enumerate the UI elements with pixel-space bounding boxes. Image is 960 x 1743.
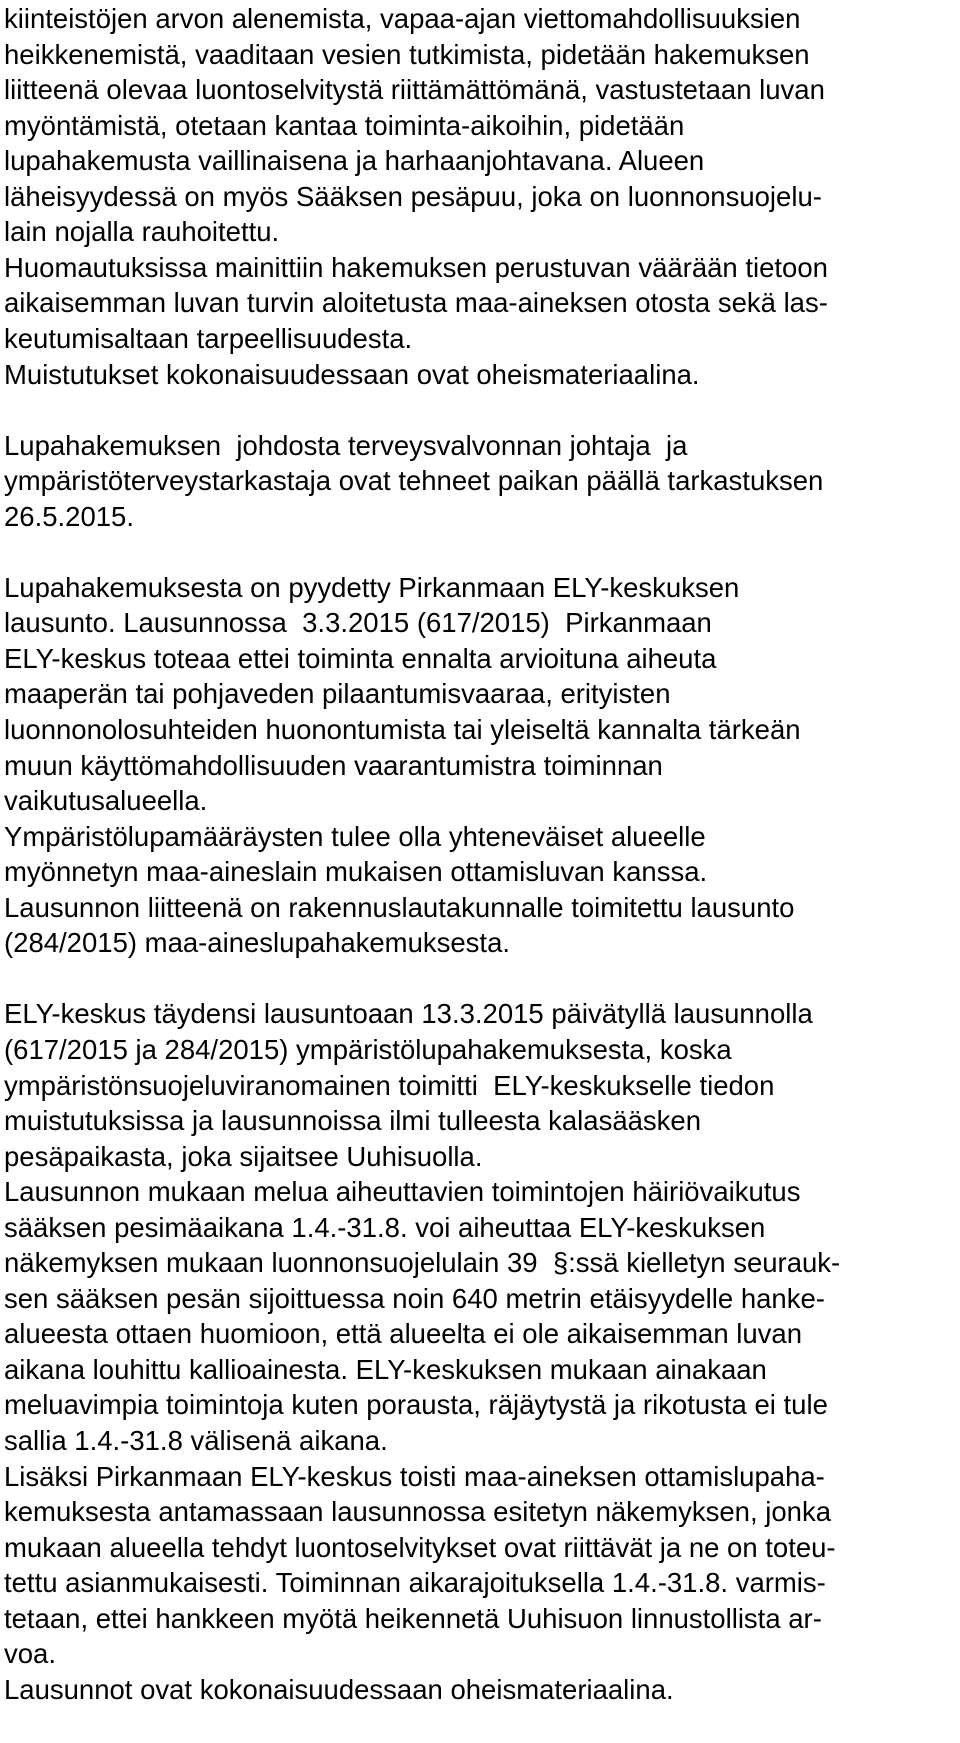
text-line: muun käyttömahdollisuuden vaarantumistra toiminnan	[4, 749, 663, 781]
text-line: sen sääksen pesän sijoittuessa noin 640 metrin etäisyydelle hanke-	[4, 1282, 825, 1314]
text-line: Lisäksi Pirkanmaan ELY-keskus toisti maa-aineksen ottamislupaha-	[4, 1460, 825, 1492]
text-line: 26.5.2015.	[4, 500, 134, 532]
text-line: Ympäristölupamääräysten tulee olla yhteneväiset alueelle	[4, 820, 706, 852]
text-line: keutumisaltaan tarpeellisuudesta.	[4, 322, 413, 354]
text-line: läheisyydessä on myös Sääksen pesäpuu, joka on luonnonsuojelu-	[4, 180, 822, 212]
text-line: voa.	[4, 1638, 56, 1670]
text-line: Lupahakemuksen johdosta terveysvalvonnan johtaja ja	[4, 429, 688, 461]
text-line: vaikutusalueella.	[4, 785, 208, 817]
text-line: Huomautuksissa mainittiin hakemuksen perustuvan väärään tietoon	[4, 251, 828, 283]
text-line: lain nojalla rauhoitettu.	[4, 216, 280, 248]
text-line: alueesta ottaen huomioon, että alueelta ei ole aikaisemman luvan	[4, 1318, 803, 1350]
text-line: ELY-keskus toteaa ettei toiminta ennalta arvioituna aiheuta	[4, 642, 717, 674]
text-line: Lausunnot ovat kokonaisuudessaan oheismateriaalina.	[4, 1673, 674, 1705]
text-line: maaperän tai pohjaveden pilaantumisvaaraa, erityisten	[4, 678, 671, 710]
text-line: Muistutukset kokonaisuudessaan ovat oheismateriaalina.	[4, 358, 700, 390]
text-line: sääksen pesimäaikana 1.4.-31.8. voi aiheuttaa ELY-keskuksen	[4, 1211, 766, 1243]
text-line: sallia 1.4.-31.8 välisenä aikana.	[4, 1425, 388, 1456]
text-line: tettu asianmukaisesti. Toiminnan aikarajoituksella 1.4.-31.8. varmis-	[4, 1567, 826, 1599]
text-line: aikana louhittu kallioainesta. ELY-keskuksen mukaan ainakaan	[4, 1353, 767, 1385]
text-line: mukaan alueella tehdyt luontoselvitykset ovat riittävät ja ne on toteu-	[4, 1531, 836, 1563]
text-line: ELY-keskus täydensi lausuntoaan 13.3.2015 päivätyllä lausunnolla	[4, 998, 813, 1030]
text-line: muistutuksissa ja lausunnoissa ilmi tulleesta kalasääsken	[4, 1105, 702, 1136]
text-line: Lausunnon mukaan melua aiheuttavien toimintojen häiriövaikutus	[4, 1176, 801, 1208]
text-line: ympäristönsuojeluviranomainen toimitti ELY-keskukselle tiedon	[4, 1069, 775, 1101]
text-line: ympäristöterveystarkastaja ovat tehneet paikan päällä tarkastuksen	[4, 465, 824, 497]
text-line: Lupahakemuksesta on pyydetty Pirkanmaan ELY-keskuksen	[4, 571, 740, 603]
text-line: pesäpaikasta, joka sijaitsee Uuhisuolla.	[4, 1140, 483, 1172]
text-line: heikkenemistä, vaaditaan vesien tutkimista, pidetään hakemuksen	[4, 38, 810, 70]
text-line: aikaisemman luvan turvin aloitetusta maa-aineksen otosta sekä las-	[4, 287, 828, 319]
text-line: Lausunnon liitteenä on rakennuslautakunnalle toimitettu lausunto	[4, 891, 795, 923]
text-line: tetaan, ettei hankkeen myötä heikennetä Uuhisuon linnustollista ar-	[4, 1602, 822, 1634]
text-line: meluavimpia toimintoja kuten porausta, räjäytystä ja rikotusta ei tule	[4, 1389, 828, 1421]
text-line: näkemyksen mukaan luonnonsuojelulain 39 §:ssä kielletyn seurauk-	[4, 1247, 841, 1279]
text-line: lupahakemusta vaillinaisena ja harhaanjohtavana. Alueen	[4, 145, 705, 177]
text-line: (284/2015) maa-aineslupahakemuksesta.	[4, 927, 510, 959]
text-line: (617/2015 ja 284/2015) ympäristölupahakemuksesta, koska	[4, 1033, 732, 1065]
text-line: liitteenä olevaa luontoselvitystä riittämättömänä, vastustetaan luvan	[4, 74, 825, 106]
text-line: kemuksesta antamassaan lausunnossa esitetyn näkemyksen, jonka	[4, 1496, 831, 1528]
text-line: lausunto. Lausunnossa 3.3.2015 (617/2015) Pirkanmaan	[4, 607, 712, 639]
text-line: myönnetyn maa-aineslain mukaisen ottamisluvan kanssa.	[4, 856, 708, 888]
text-line: luonnonolosuhteiden huonontumista tai yleiseltä kannalta tärkeän	[4, 714, 801, 745]
text-line: kiinteistöjen arvon alenemista, vapaa-ajan viettomahdollisuuksien	[4, 3, 801, 34]
text-line: myöntämistä, otetaan kantaa toiminta-aikoihin, pidetään	[4, 109, 685, 141]
